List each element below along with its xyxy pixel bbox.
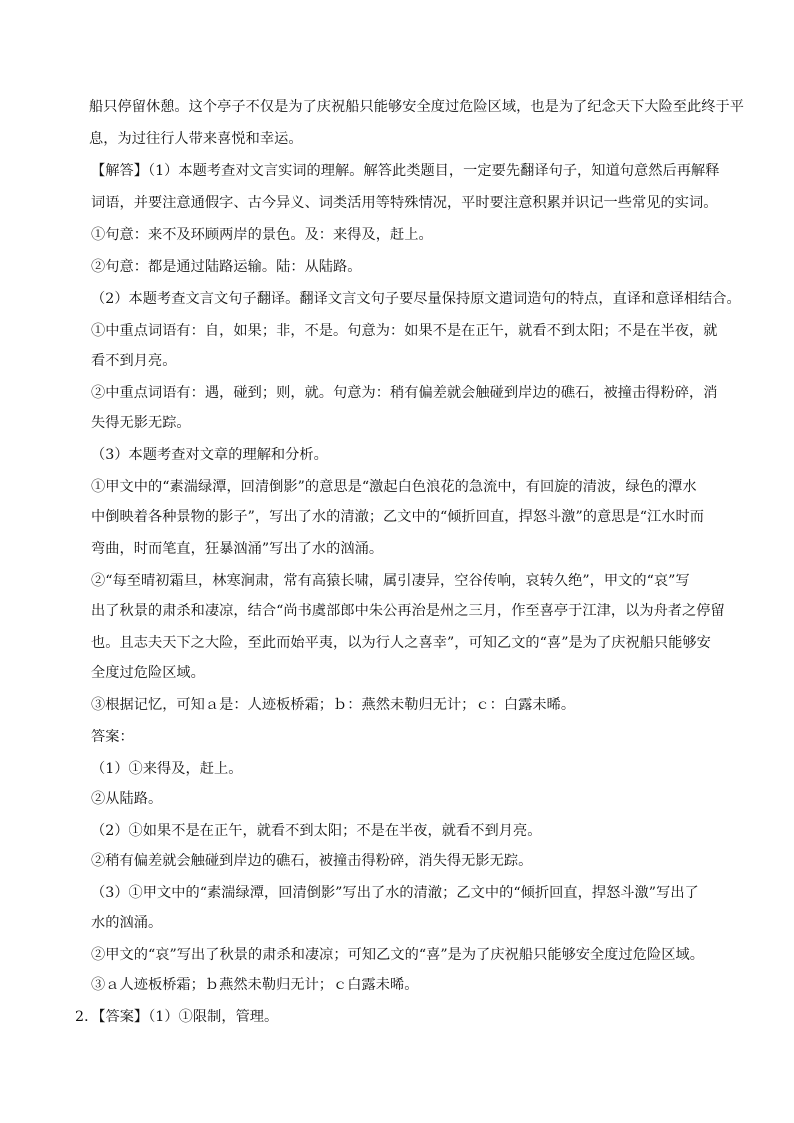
text-line: 弯曲，时而笔直，狂暴汹涌”写出了水的汹涌。 <box>91 541 384 557</box>
text-line: ②从陆路。 <box>91 791 163 807</box>
text-line: 【解答】（1）本题考查对文言实词的理解。解答此类题目，一定要先翻译句子，知道句意然后再解释 <box>91 163 720 179</box>
text-line: ①句意：来不及环顾两岸的景色。及：来得及，赶上。 <box>91 227 433 243</box>
text-line: 看不到月亮。 <box>91 353 177 369</box>
text-line: ②句意：都是通过陆路运输。陆：从陆路。 <box>91 259 362 275</box>
text-line: 全度过危险区域。 <box>91 665 205 681</box>
text-line: ③ａ人迹板桥霜；ｂ燕然未勒归无计；ｃ白露未晞。 <box>91 977 419 993</box>
text-line: 息，为过往行人带来喜悦和幸运。 <box>89 131 303 147</box>
text-line: 出了秋景的肃杀和凄凉，结合“尚书虞部郎中朱公再治是州之三月，作至喜亭于江津，以为舟者之停留 <box>91 603 725 619</box>
text-line: 中倒映着各种景物的影子”，写出了水的清澈；乙文中的“倾折回直，捍怒斗激”的意思是“江水时而 <box>91 509 704 525</box>
text-line: （3）①甲文中的“素湍绿潭，回清倒影”写出了水的清澈；乙文中的“倾折回直，捍怒斗激”写出了 <box>91 885 699 901</box>
text-line: ③根据记忆，可知ａ是：人迹板桥霜；ｂ：燕然未勒归无计；ｃ：白露未晞。 <box>91 697 576 713</box>
text-line: ②“每至晴初霜旦，林寒涧肃，常有高猿长啸，属引凄异，空谷传响，哀转久绝”，甲文的“哀”写 <box>91 573 690 589</box>
text-line: （2）①如果不是在正午，就看不到太阳；不是在半夜，就看不到月亮。 <box>91 823 542 839</box>
text-line: （3）本题考查对文章的理解和分析。 <box>91 447 328 463</box>
text-line: 失得无影无踪。 <box>91 415 191 431</box>
text-line: （1）①来得及，赶上。 <box>91 761 243 777</box>
text-line: 答案： <box>91 729 134 745</box>
text-line: （2）本题考查文言文句子翻译。翻译文言文句子要尽量保持原文遣词造句的特点，直译和意译相结合。 <box>91 291 741 307</box>
text-line: ②甲文的“哀”写出了秋景的肃杀和凄凉；可知乙文的“喜”是为了庆祝船只能够安全度过危险区域。 <box>91 947 704 963</box>
text-line: ①甲文中的“素湍绿潭，回清倒影”的意思是“激起白色浪花的急流中，有回旋的清波，绿色的潭水 <box>91 479 697 495</box>
text-line: ②中重点词语有：遇，碰到；则，就。句意为：稍有偏差就会触碰到岸边的礁石，被撞击得粉碎，消 <box>91 385 718 401</box>
text-line: ①中重点词语有：自，如果；非，不是。句意为：如果不是在正午，就看不到太阳；不是在半夜，就 <box>91 323 718 339</box>
text-line: 船只停留休憩。这个亭子不仅是为了庆祝船只能够安全度过危险区域，也是为了纪念天下大险至此终于平 <box>89 99 744 115</box>
text-line: ②稍有偏差就会触碰到岸边的礁石，被撞击得粉碎，消失得无影无踪。 <box>91 853 533 869</box>
text-line: 词语，并要注意通假字、古今异义、词类活用等特殊情况，平时要注意积累并识记一些常见的实词。 <box>91 195 718 211</box>
text-line: 也。且志夫天下之大险，至此而始平夷，以为行人之喜幸”，可知乙文的“喜”是为了庆祝船只能够安 <box>91 635 711 651</box>
text-line: 水的汹涌。 <box>91 915 163 931</box>
text-line: 2．【答案】（1）①限制，管理。 <box>75 1009 279 1025</box>
